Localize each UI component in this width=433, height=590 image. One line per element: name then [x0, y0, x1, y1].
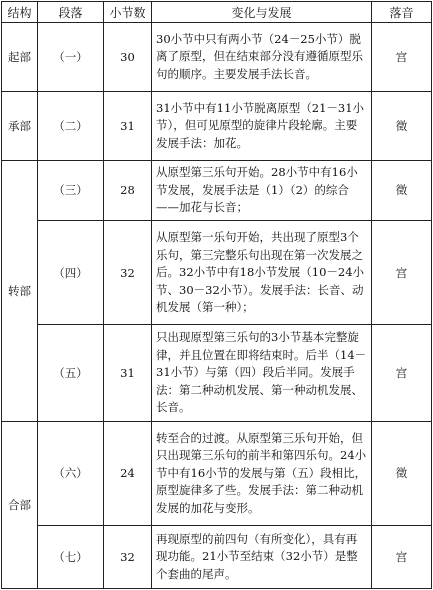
section-cell: （一） [38, 23, 104, 92]
structure-cell: 起部 [2, 23, 38, 92]
section-cell: （二） [38, 91, 104, 160]
header-structure: 结构 [2, 2, 38, 23]
cadence-cell: 宫 [372, 221, 432, 325]
bars-cell: 31 [104, 91, 152, 160]
description-cell: 再现原型的前四句（有所变化），具有再现功能。21小节至结束（32小节）是整个套曲的尾声。 [152, 526, 372, 589]
section-cell: （七） [38, 526, 104, 589]
section-cell: （三） [38, 160, 104, 220]
table-row [2, 160, 432, 220]
table-row [2, 91, 432, 160]
description-cell: 30小节中只有两小节（24－25小节）脱离了原型，但在结束部分没有遵循原型乐句的顺序。主要发展手法长音。 [152, 23, 372, 92]
cadence-cell: 徵 [372, 160, 432, 220]
cadence-cell: 徵 [372, 91, 432, 160]
description-cell: 只出现原型第三乐句的3小节基本完整旋律，并且位置在即将结束时。后半（14－31小节）与第（四）段后半同。发展手法：第二种动机发展、第一种动机发展、长音。 [152, 325, 372, 421]
header-development: 变化与发展 [152, 2, 372, 23]
header-section: 段落 [38, 2, 104, 23]
table-row [2, 221, 432, 325]
header-row [2, 2, 432, 23]
section-cell: （四） [38, 221, 104, 325]
header-cadence: 落音 [372, 2, 432, 23]
cadence-cell: 宫 [372, 23, 432, 92]
bars-cell: 30 [104, 23, 152, 92]
table-row [2, 23, 432, 92]
cadence-cell: 徵 [372, 421, 432, 525]
bars-cell: 32 [104, 526, 152, 589]
cadence-cell: 宫 [372, 325, 432, 421]
structure-cell: 承部 [2, 91, 38, 160]
table-row [2, 421, 432, 525]
bars-cell: 31 [104, 325, 152, 421]
table-row [2, 526, 432, 589]
description-cell: 31小节中有11小节脱离原型（21－31小节），但可见原型的旋律片段轮廓。主要发展手法：加花。 [152, 91, 372, 160]
description-cell: 从原型第一乐句开始，共出现了原型3个乐句，第三完整乐句出现在第一次发展之后。32小节中有18小节发展（10－24小节、30－32小节）。发展手法：长音、动机发展（第一种）； [152, 221, 372, 325]
section-cell: （六） [38, 421, 104, 525]
structure-cell: 转部 [2, 160, 38, 421]
bars-cell: 32 [104, 221, 152, 325]
bars-cell: 24 [104, 421, 152, 525]
bars-cell: 28 [104, 160, 152, 220]
header-bars: 小节数 [104, 2, 152, 23]
table-row [2, 325, 432, 421]
section-cell: （五） [38, 325, 104, 421]
structure-cell: 合部 [2, 421, 38, 588]
cadence-cell: 宫 [372, 526, 432, 589]
description-cell: 转至合的过渡。从原型第三乐句开始，但只出现第三乐句的前半和第四乐句。24小节中有16小节的发展与第（五）段相比，原型旋律多了些。发展手法：第二种动机发展的加花与变形。 [152, 421, 372, 525]
description-cell: 从原型第三乐句开始。28小节中有16小节发展，发展手法是（1）（2）的综合——加花与长音； [152, 160, 372, 220]
structure-table [1, 1, 432, 589]
